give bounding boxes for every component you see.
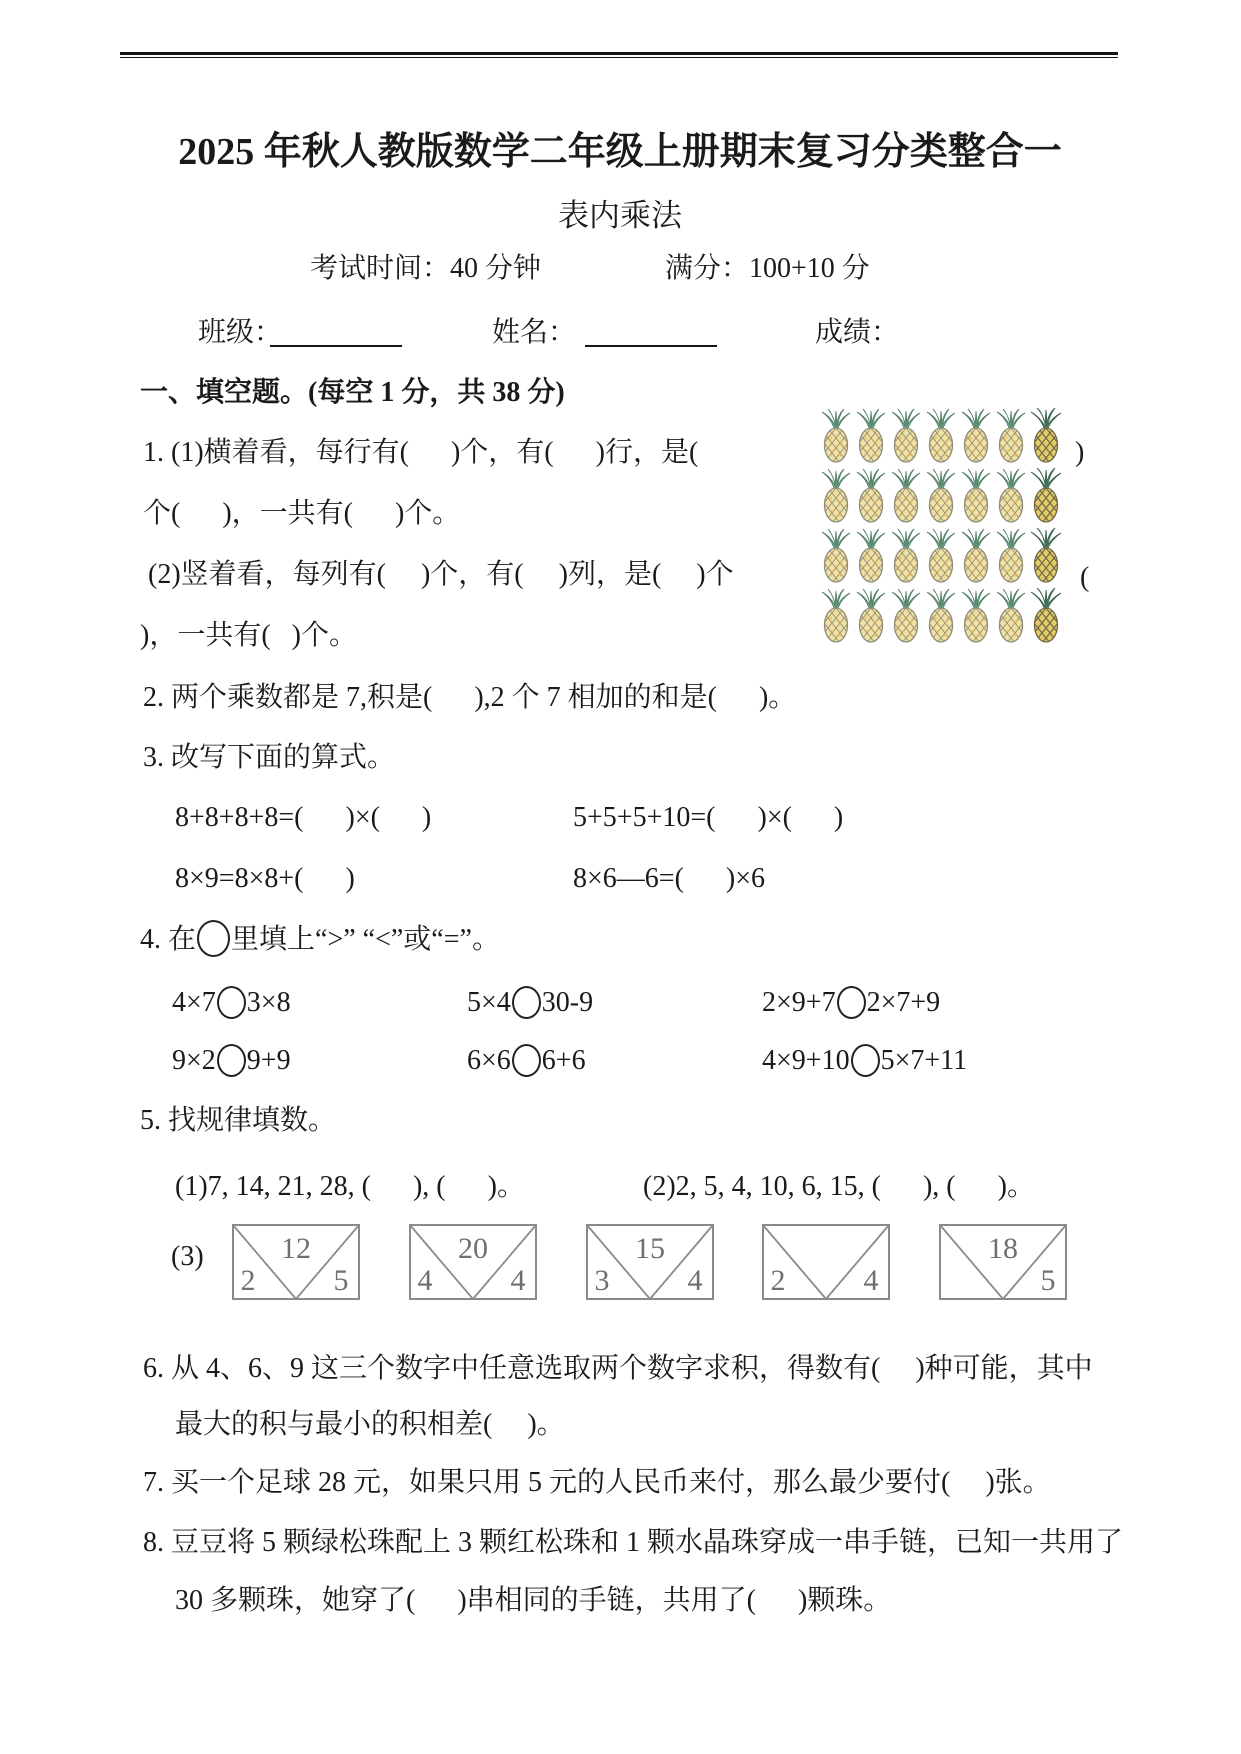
pineapple-icon [927,589,955,642]
pineapple-icon [997,589,1025,642]
q4-cell-5 [467,1044,586,1078]
q4-cell-4 [172,1044,291,1078]
q4-cell-left: 9×2 [172,1045,216,1076]
page-title: 2025 年秋人教版数学二年级上册期末复习分类整合一 [178,131,1062,173]
pineapple-icon [997,529,1025,582]
pineapple-icon [822,409,850,462]
q4-header-suffix: 里填上“>” “<”或“=”。 [231,924,500,955]
q4-cell-1 [172,986,291,1020]
compare-circle [197,920,230,957]
q6-line-1: 6. 从 4、6、9 这三个数字中任意选取两个数字求积，得数有( )种可能，其中 [143,1353,1093,1384]
box-right-number: 4 [863,1264,879,1297]
q3-eq-4: 8×6—6=( )×6 [573,863,766,894]
pineapple-icon [997,409,1025,462]
box-right-number: 5 [1040,1264,1056,1297]
pineapple-icon [857,529,885,582]
box-top-number: 15 [635,1232,665,1265]
q4-cell-right: 2×7+9 [866,987,941,1018]
pineapple-icon [1031,528,1061,582]
q5-seq-2: (2)2, 5, 4, 10, 6, 15, ( ), ( )。 [643,1171,1035,1202]
pineapple-icon [892,529,920,582]
pineapple-icon [1031,588,1061,642]
q6-line-2: 最大的积与最小的积相差( )。 [175,1409,565,1440]
compare-circle [217,1044,246,1077]
q4-cell-left: 4×7 [172,987,216,1018]
pineapple-icon [857,409,885,462]
pineapple-icon [892,409,920,462]
pineapple-icon [1031,408,1061,462]
q4-cell-right: 5×7+11 [880,1045,968,1076]
page-subtitle: 表内乘法 [558,198,682,233]
compare-circle [217,986,246,1019]
triangle-box-5 [939,1224,1067,1300]
q4-cell-3 [762,986,940,1020]
q4-cell-right: 9+9 [246,1045,291,1076]
q4-header [140,920,500,957]
q8-line-2: 30 多颗珠，她穿了( )串相同的手链，共用了( )颗珠。 [175,1585,892,1616]
q5-seq-1: (1)7, 14, 21, 28, ( ), ( )。 [175,1171,525,1202]
q1-line-3-tail: ( [1080,562,1090,593]
q4-cell-left: 4×9+10 [762,1045,850,1076]
q7-text: 7. 买一个足球 28 元，如果只用 5 元的人民币来付，那么最少要付( )张。 [143,1467,1051,1498]
q1-line-1-tail: ) [1075,437,1085,468]
box-top-number: 12 [281,1232,311,1265]
q1-line-3: (2)竖着看，每列有( )个，有( )列，是( )个 [148,559,734,590]
pineapple-icon [822,529,850,582]
header-rule [120,52,1118,58]
pineapple-icon [927,409,955,462]
pineapple-icon [962,529,990,582]
q8-line-1: 8. 豆豆将 5 颗绿松珠配上 3 颗红松珠和 1 颗水晶珠穿成一串手链，已知一共用了 [143,1527,1124,1558]
pineapple-icon [1031,468,1061,522]
box-left-number: 3 [594,1264,610,1297]
pineapple-icon [962,409,990,462]
q3-text: 3. 改写下面的算式。 [143,742,396,773]
box-left-number: 2 [240,1264,256,1297]
box-right-number: 4 [687,1264,703,1297]
pineapple-icon [892,589,920,642]
q4-cell-right: 3×8 [246,987,291,1018]
box-left-number: 2 [770,1264,786,1297]
pineapple-icon [927,469,955,522]
q4-cell-left: 2×9+7 [762,987,836,1018]
box-top-number: 20 [458,1232,488,1265]
pineapple-icon [962,469,990,522]
section-1-title: 一、填空题。(每空 1 分，共 38 分) [140,377,565,408]
compare-circle [512,986,541,1019]
name-blank-line [585,345,717,347]
triangle-box-3 [586,1224,714,1300]
exam-time: 考试时间：40 分钟 [310,253,542,284]
triangle-box-4 [762,1224,890,1300]
q1-line-2: 个( )，一共有( )个。 [143,498,461,529]
score-label: 成绩： [815,317,900,348]
q4-cell-right: 6+6 [541,1045,586,1076]
q4-cell-2 [467,986,593,1020]
q4-cell-right: 30-9 [541,987,594,1018]
triangle-box-1 [232,1224,360,1300]
box-right-number: 5 [333,1264,349,1297]
pineapple-icon [962,589,990,642]
compare-circle [837,986,866,1019]
pineapple-icon [927,529,955,582]
pineapple-icon [857,589,885,642]
q4-cell-left: 5×4 [467,987,511,1018]
full-score: 满分：100+10 分 [665,253,870,284]
q3-eq-2: 5+5+5+10=( )×( ) [573,802,844,833]
q5-label-3: (3) [171,1241,204,1272]
triangle-box-2 [409,1224,537,1300]
box-right-number: 4 [510,1264,526,1297]
q4-cell-left: 6×6 [467,1045,511,1076]
q1-line-1: 1. (1)横着看，每行有( )个，有( )行，是( [143,437,699,468]
q4-cell-6 [762,1044,967,1078]
compare-circle [851,1044,880,1077]
pineapple-icon [822,469,850,522]
pineapple-icon [997,469,1025,522]
q3-eq-1: 8+8+8+8=( )×( ) [175,802,432,833]
name-label: 姓名： [492,317,577,348]
q1-line-4: )，一共有( )个。 [140,620,357,651]
q2-text: 2. 两个乘数都是 7,积是( ),2 个 7 相加的和是( )。 [143,682,797,713]
class-blank-line [270,345,402,347]
pineapple-icon [857,469,885,522]
q3-eq-3: 8×9=8×8+( ) [175,863,355,894]
class-label: 班级： [198,317,283,348]
pineapple-icon [822,589,850,642]
q5-text: 5. 找规律填数。 [140,1105,337,1136]
pineapple-grid [820,408,1065,646]
box-left-number: 4 [417,1264,433,1297]
box-top-number: 18 [988,1232,1018,1265]
compare-circle [512,1044,541,1077]
q4-header-prefix: 4. 在 [140,924,197,955]
pineapple-icon [892,469,920,522]
